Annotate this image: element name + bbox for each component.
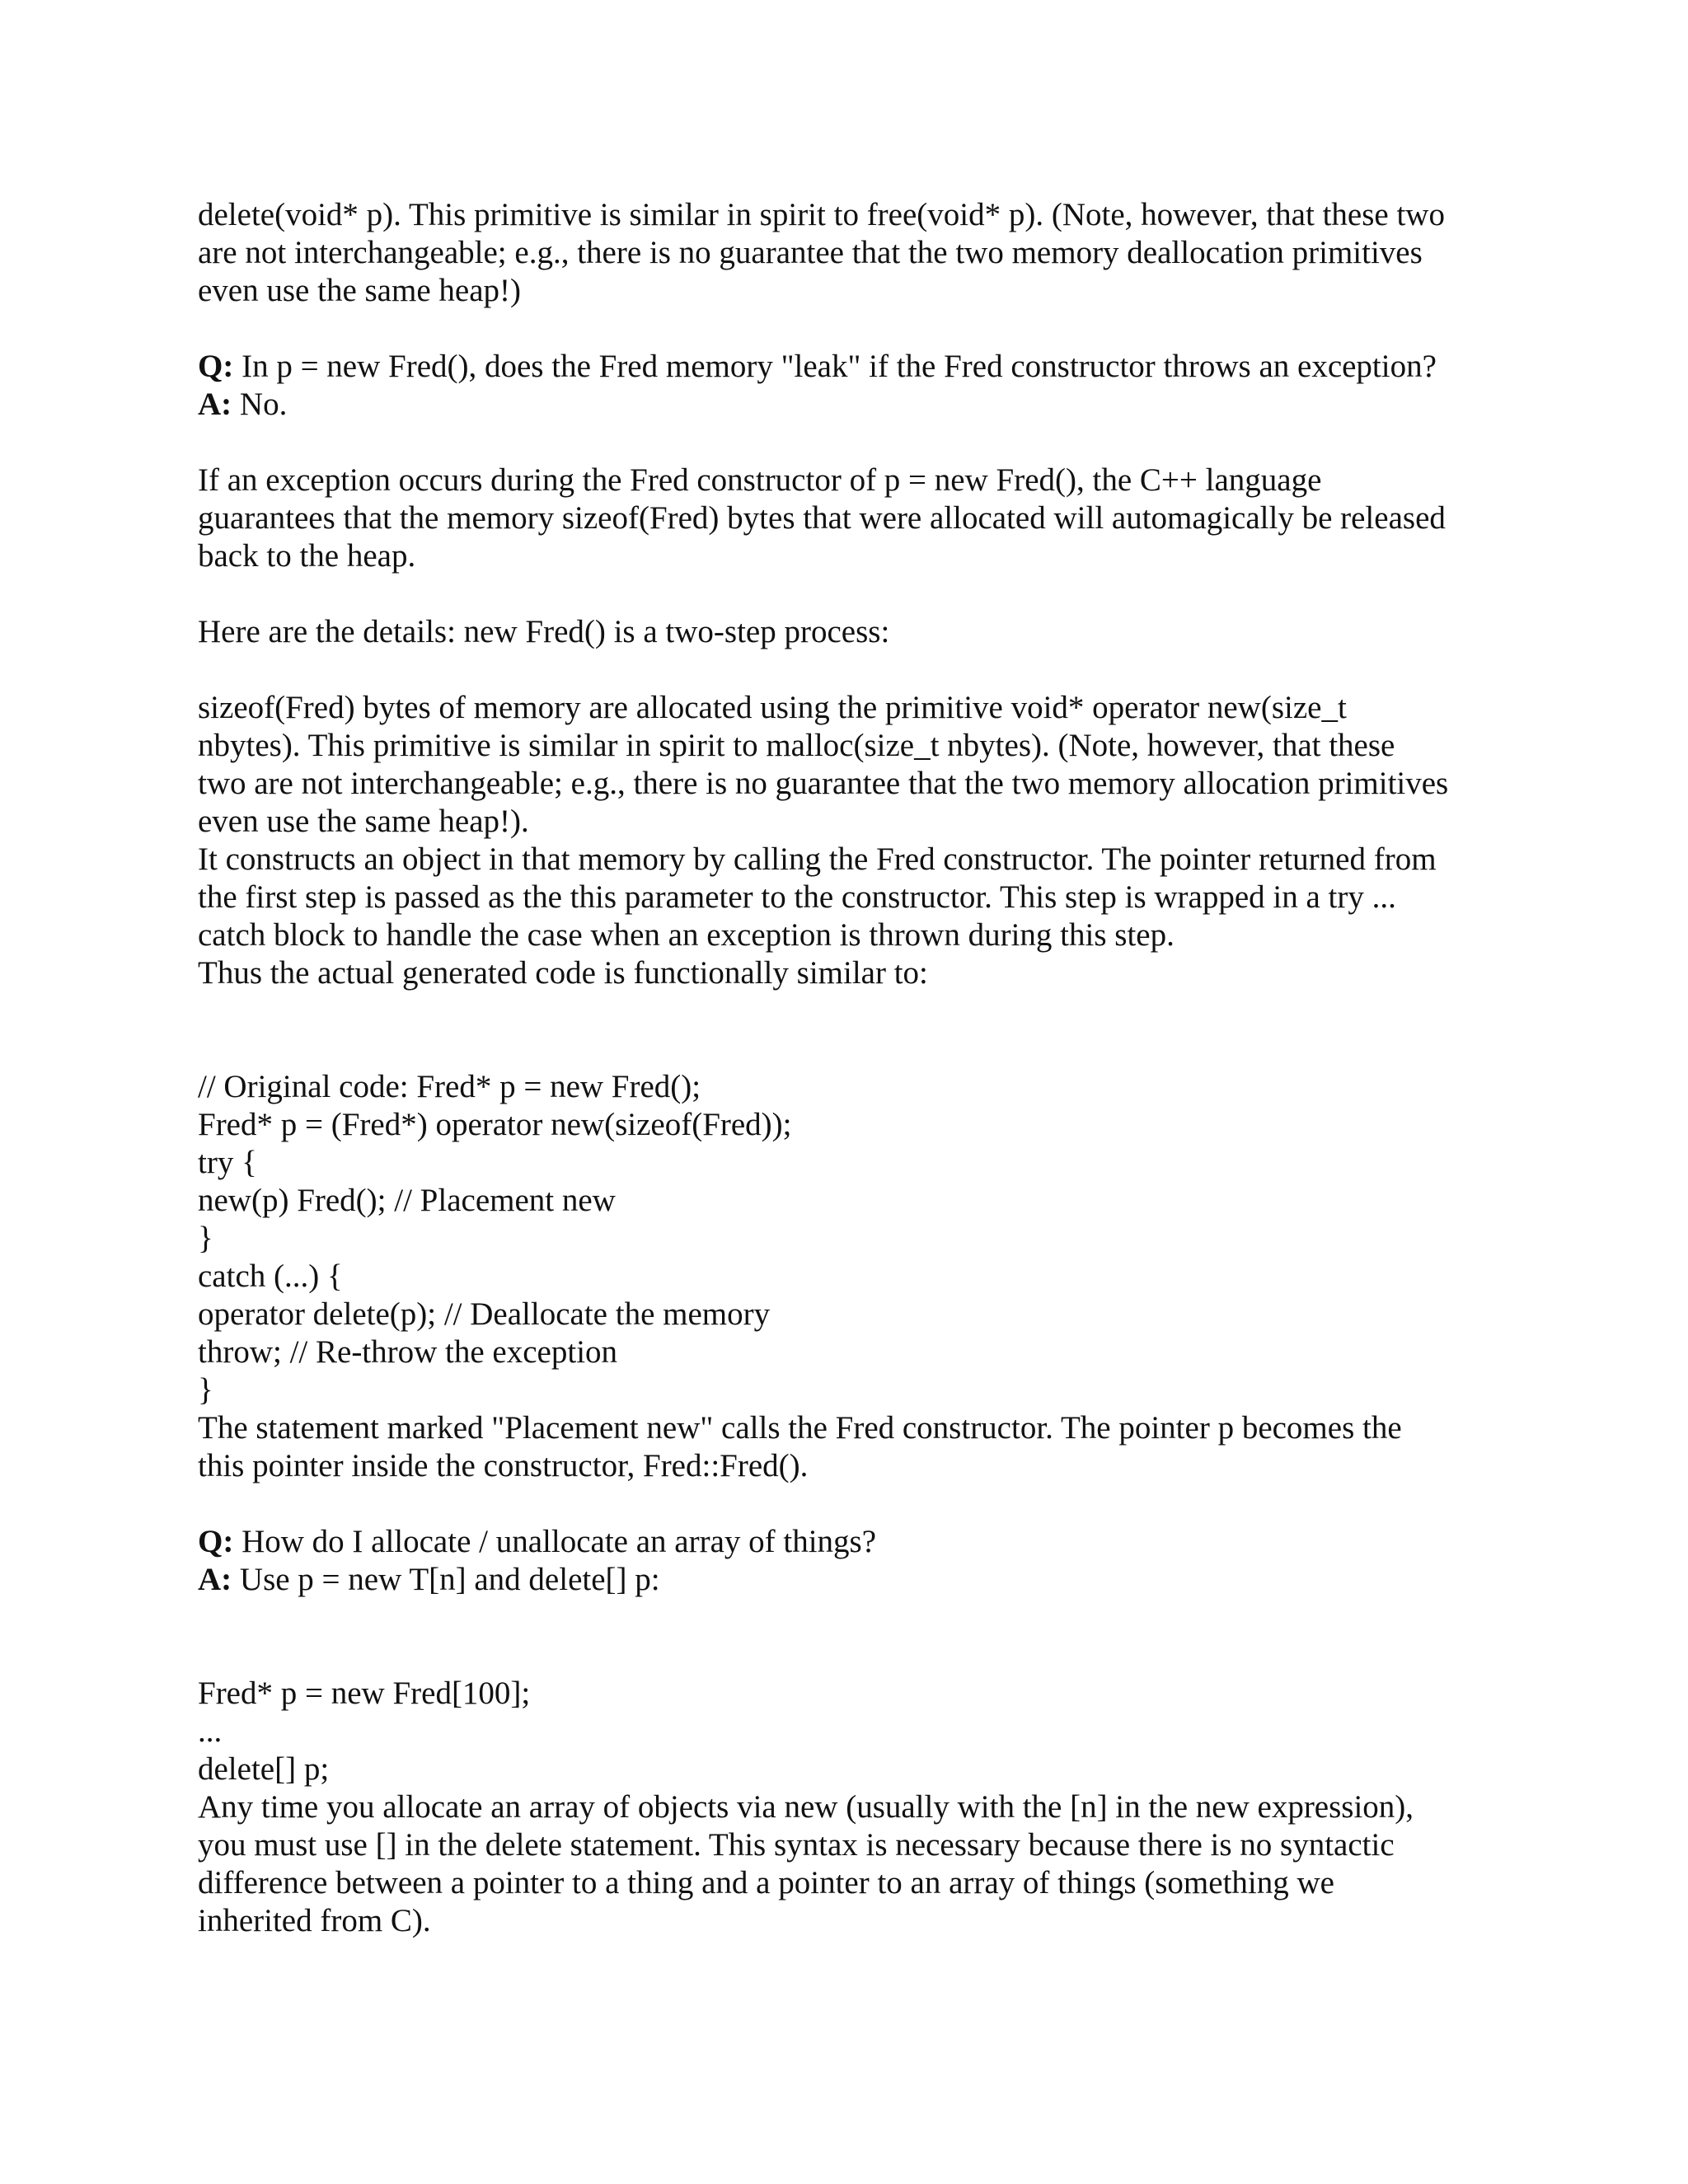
- code-line: operator delete(p); // Deallocate the memory: [198, 1296, 771, 1332]
- code-line: Fred* p = (Fred*) operator new(sizeof(Fred));: [198, 1107, 792, 1142]
- code-line: catch (...) {: [198, 1258, 343, 1294]
- spacer: [198, 1485, 1500, 1523]
- text-line: sizeof(Fred) bytes of memory are allocated using the primitive void* operator new(size_t: [198, 690, 1347, 725]
- text-line: even use the same heap!): [198, 273, 521, 308]
- text-line: guarantees that the memory sizeof(Fred) bytes that were allocated will automagically be released: [198, 500, 1446, 536]
- code-line: }: [198, 1221, 213, 1256]
- paragraph-steps: [198, 689, 1500, 992]
- text-line: The statement marked "Placement new" calls the Fred constructor. The pointer p becomes the: [198, 1410, 1402, 1446]
- question-label: Q:: [198, 1524, 234, 1559]
- text-line: the first step is passed as the this parameter to the constructor. This step is wrapped in a try ...: [198, 879, 1396, 915]
- question-line: [198, 348, 1500, 386]
- spacer: [198, 310, 1500, 348]
- spacer: [198, 1599, 1500, 1675]
- code-block-array: [198, 1675, 1500, 1940]
- code-line: // Original code: Fred* p = new Fred();: [198, 1069, 701, 1104]
- text-line: you must use [] in the delete statement. This syntax is necessary because there is no syntactic: [198, 1827, 1395, 1863]
- spacer: [198, 992, 1500, 1068]
- code-line: delete[] p;: [198, 1751, 330, 1787]
- text-line: catch block to handle the case when an exception is thrown during this step.: [198, 917, 1175, 953]
- spacer: [198, 424, 1500, 462]
- text-line: this pointer inside the constructor, Fred::Fred().: [198, 1448, 809, 1483]
- code-line: try {: [198, 1145, 257, 1180]
- code-line: throw; // Re-throw the exception: [198, 1334, 618, 1370]
- spacer: [198, 575, 1500, 613]
- answer-line: [198, 1561, 1500, 1599]
- text-line: Any time you allocate an array of objects via new (usually with the [n] in the new expression),: [198, 1789, 1414, 1825]
- document-page: [198, 196, 1500, 1940]
- question-label: Q:: [198, 349, 234, 384]
- paragraph-delete: [198, 196, 1500, 310]
- question-text: How do I allocate / unallocate an array of things?: [233, 1524, 877, 1559]
- text-line: two are not interchangeable; e.g., there is no guarantee that the two memory allocation primitives: [198, 766, 1449, 801]
- code-line: new(p) Fred(); // Placement new: [198, 1183, 616, 1218]
- text-line: difference between a pointer to a thing and a pointer to an array of things (something we: [198, 1865, 1334, 1900]
- paragraph-details: [198, 613, 1500, 651]
- text-line: delete(void* p). This primitive is similar in spirit to free(void* p). (Note, however, that these two: [198, 197, 1445, 232]
- question-line: [198, 1523, 1500, 1561]
- text-line: Here are the details: new Fred() is a two-step process:: [198, 614, 890, 649]
- text-line: If an exception occurs during the Fred constructor of p = new Fred(), the C++ language: [198, 462, 1322, 498]
- paragraph-exception: [198, 462, 1500, 575]
- text-line: Thus the actual generated code is functionally similar to:: [198, 955, 928, 991]
- code-block-placement-new: [198, 1068, 1500, 1485]
- text-line: inherited from C).: [198, 1903, 431, 1938]
- text-line: even use the same heap!).: [198, 804, 529, 839]
- code-line: Fred* p = new Fred[100];: [198, 1675, 531, 1711]
- answer-text: Use p = new T[n] and delete[] p:: [232, 1562, 660, 1597]
- text-line: back to the heap.: [198, 538, 416, 574]
- code-line: ...: [198, 1713, 223, 1749]
- answer-label: A:: [198, 387, 232, 422]
- spacer: [198, 651, 1500, 689]
- qa-block-leak: [198, 348, 1500, 424]
- code-line: }: [198, 1372, 213, 1408]
- text-line: are not interchangeable; e.g., there is no guarantee that the two memory deallocation primitives: [198, 235, 1423, 270]
- answer-text: No.: [232, 387, 288, 422]
- question-text: In p = new Fred(), does the Fred memory "leak" if the Fred constructor throws an exception?: [233, 349, 1437, 384]
- text-line: It constructs an object in that memory by calling the Fred constructor. The pointer returned from: [198, 841, 1437, 877]
- answer-line: [198, 386, 1500, 424]
- text-line: nbytes). This primitive is similar in spirit to malloc(size_t nbytes). (Note, however, that these: [198, 728, 1395, 763]
- answer-label: A:: [198, 1562, 232, 1597]
- qa-block-array: [198, 1523, 1500, 1599]
